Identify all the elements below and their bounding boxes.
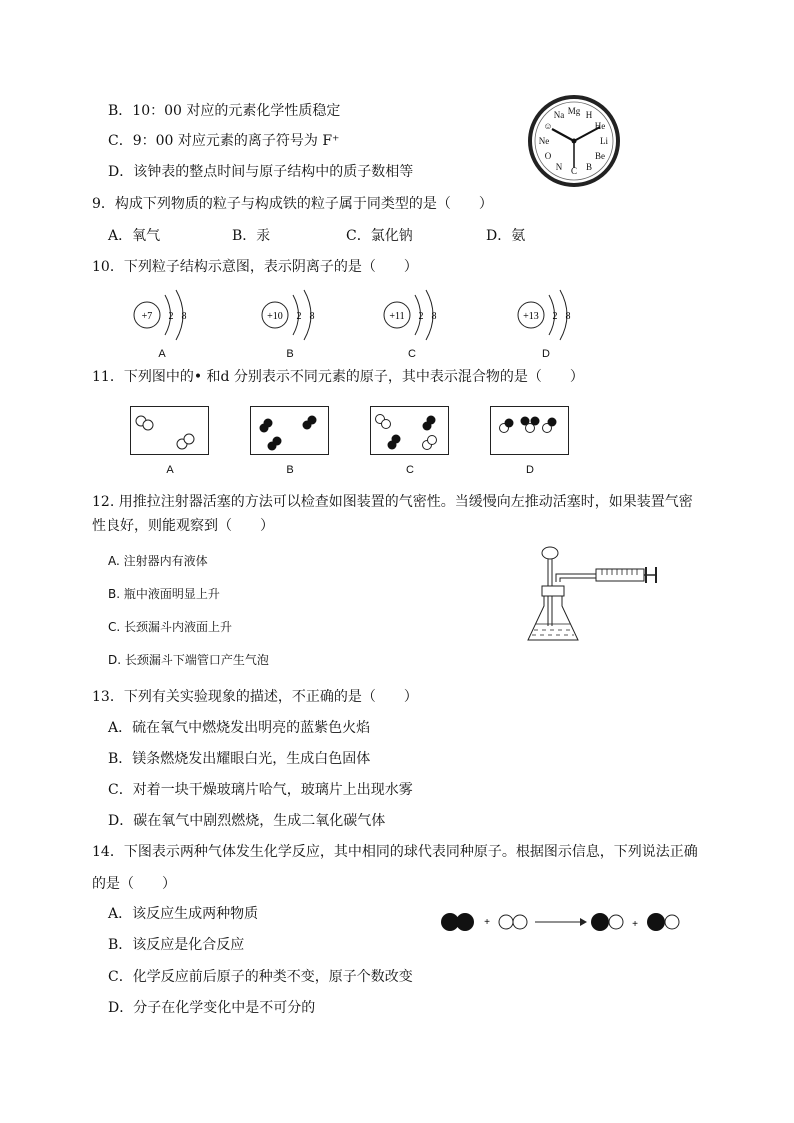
clock-element-label: Be [595,151,605,161]
clock-element-label: Mg [567,106,581,116]
q12-option-d: D. 长颈漏斗下端管口产生气泡 [108,653,269,667]
q9-option-c: C．氯化钠 [346,228,413,244]
q12-option-a: A. 注射器内有液体 [108,554,208,568]
atom-diagram-b [260,288,330,344]
clock-element-label: Na [553,110,565,120]
q14-stem-line1: 14．下图表示两种气体发生化学反应，其中相同的球代表同种原子。根据图示信息，下列说法正确 [92,844,698,860]
q9-option-d: D．氨 [486,228,526,244]
q11-label-c: C [406,464,414,476]
atom-diagram-a [132,288,202,344]
clock-element-label: He [594,121,606,131]
shell-1-count: 2 [296,311,302,322]
q14-option-c: C．化学反应前后原子的种类不变，原子个数改变 [108,969,413,985]
shell-1-count: 2 [418,311,424,322]
particle-box-a [130,406,210,456]
q11-label-b: B [286,464,294,476]
particle-box-c [370,406,450,456]
q9-option-b: B．汞 [232,228,271,244]
q12-stem-line2: 性良好，则能观察到（ ） [92,518,274,534]
shell-1-count: 2 [168,311,174,322]
q13-option-d: D．碳在氧气中剧烈燃烧，生成二氧化碳气体 [108,813,386,829]
q11-label-a: A [166,464,174,476]
q12-stem-line1: 12. 用推拉注射器活塞的方法可以检查如图装置的气密性。当缓慢向左推动活塞时，如果装置气密 [92,494,693,510]
q12-option-b: B. 瓶中液面明显上升 [108,587,220,601]
q14-option-b: B．该反应是化合反应 [108,937,245,953]
q10-label-a: A [158,348,166,360]
q14-stem-line2: 的是（ ） [92,876,176,892]
atom-diagram-c [382,288,452,344]
q14-option-a: A．该反应生成两种物质 [108,906,259,922]
clock-element-label: C [570,166,578,176]
shell-2-count: 8 [431,311,437,322]
reaction-diagram-figure [440,908,690,936]
nucleus-label: +11 [389,311,405,322]
element-clock-figure [528,96,622,186]
airtightness-apparatus-figure [522,540,672,646]
nucleus-label: +13 [523,311,539,322]
clock-element-label: Li [600,136,608,146]
shell-1-count: 2 [552,311,558,322]
q13-option-a: A．硫在氧气中燃烧发出明亮的蓝紫色火焰 [108,720,371,736]
q11-stem: 11．下列图中的• 和d 分别表示不同元素的原子，其中表示混合物的是（ ） [92,369,584,385]
q8-option-d: D．该钟表的整点时间与原子结构中的质子数相等 [108,164,414,180]
shell-2-count: 8 [309,311,315,322]
q10-label-c: C [408,348,416,360]
q8-option-b: B．10：00 对应的元素化学性质稳定 [108,103,341,119]
particle-box-b [250,406,330,456]
nucleus-label: +10 [267,311,283,322]
q8-option-c: C．9：00 对应元素的离子符号为 F⁺ [108,133,340,149]
shell-2-count: 8 [181,311,187,322]
atom-diagram-d [516,288,586,344]
q13-option-b: B．镁条燃烧发出耀眼白光，生成白色固体 [108,751,371,767]
q10-label-d: D [542,348,550,360]
q10-label-b: B [286,348,294,360]
q14-option-d: D．分子在化学变化中是不可分的 [108,1000,316,1016]
clock-element-label: H [585,110,593,120]
nucleus-label: +7 [141,311,153,322]
q9-option-a: A．氧气 [108,228,161,244]
plus-sign: + [484,917,490,928]
clock-element-label: B [585,162,593,172]
q13-stem: 13．下列有关实验现象的描述，不正确的是（ ） [92,689,418,705]
q13-option-c: C．对着一块干燥玻璃片哈气，玻璃片上出现水雾 [108,782,413,798]
particle-box-d [490,406,570,456]
plus-sign: + [632,919,638,930]
clock-element-label: Ne [538,136,550,146]
clock-element-label: O [544,151,552,161]
clock-element-label: N [555,162,563,172]
q9-stem: 9．构成下列物质的粒子与构成铁的粒子属于同类型的是（ ） [92,196,493,212]
q11-label-d: D [526,464,534,476]
clock-element-label: ☺ [543,121,553,131]
q12-option-c: C. 长颈漏斗内液面上升 [108,620,233,634]
q10-stem: 10．下列粒子结构示意图，表示阴离子的是（ ） [92,259,418,275]
shell-2-count: 8 [565,311,571,322]
